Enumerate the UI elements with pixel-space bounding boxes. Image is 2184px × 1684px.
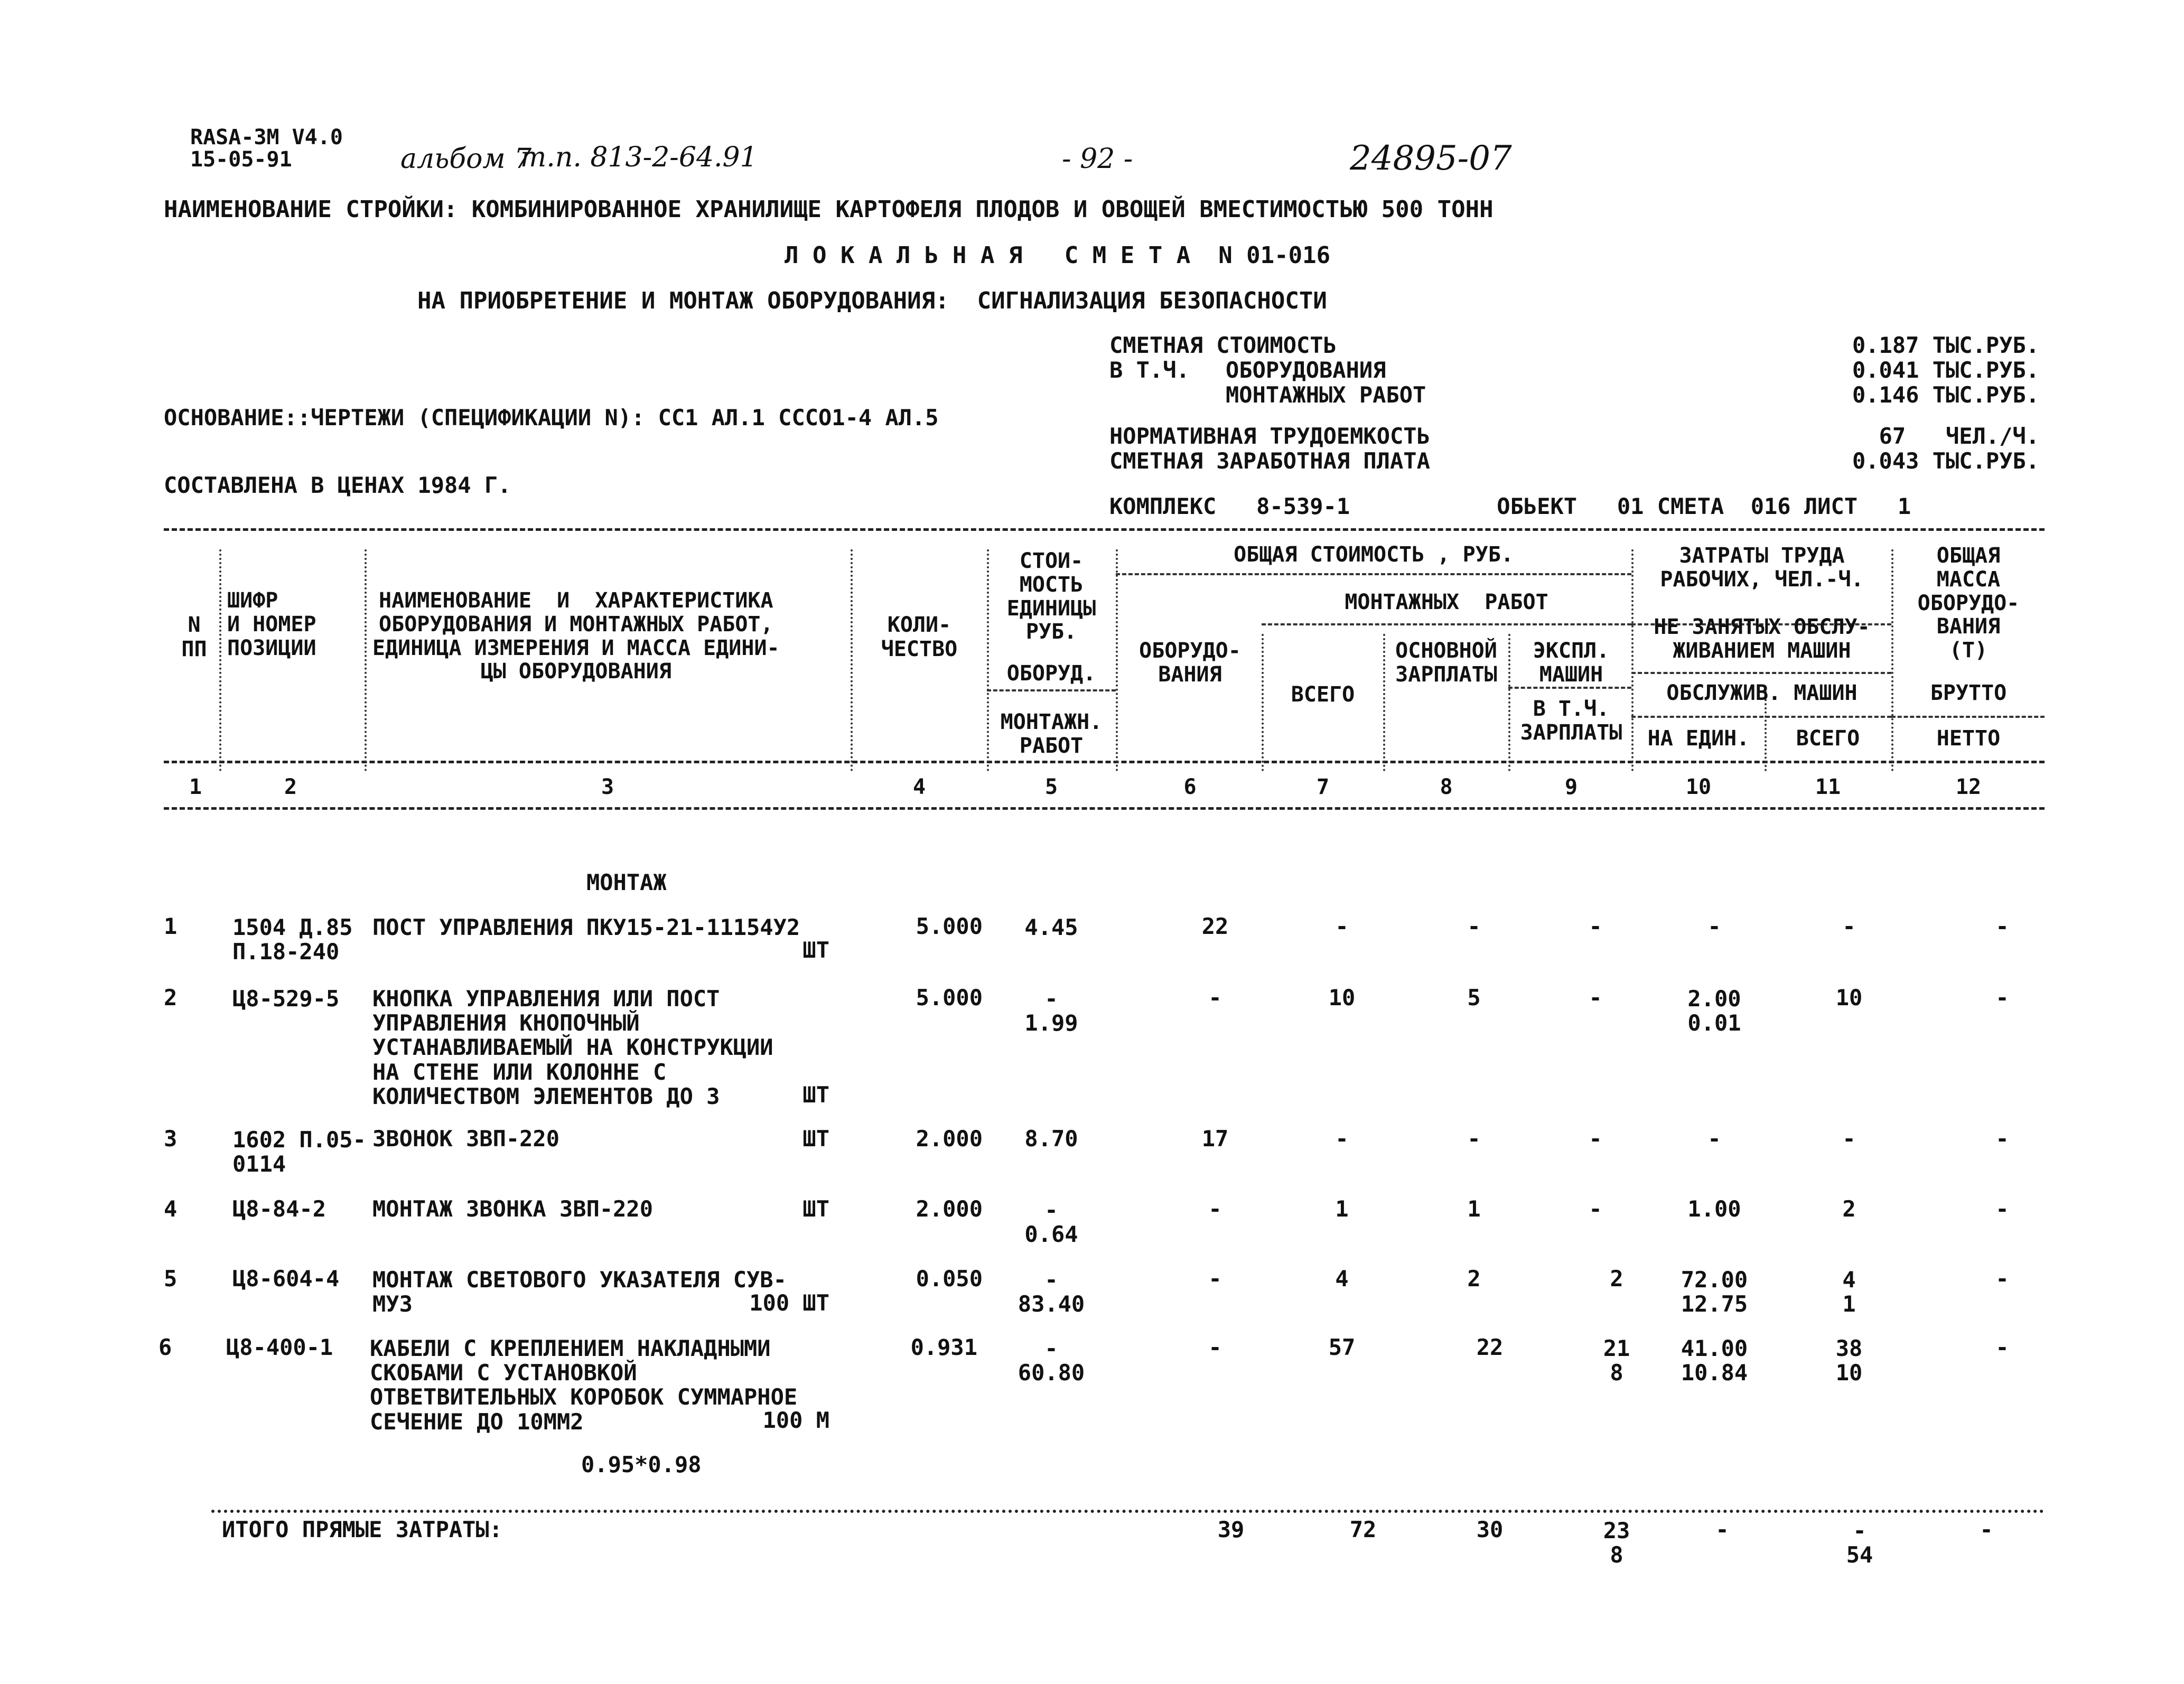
row-machines: 2: [1610, 1266, 1623, 1292]
page-number: - 92 -: [1062, 143, 1133, 175]
program-stamp: RASA-3M V4.0: [190, 125, 343, 149]
totals-equip: 39: [1217, 1517, 1245, 1542]
col-number: 10: [1685, 775, 1712, 799]
totals-machines: 23 8: [1603, 1518, 1630, 1568]
col-number: 5: [1044, 775, 1058, 799]
column-separator: [1116, 549, 1118, 771]
header-subrule: [1116, 573, 1631, 575]
header-subrule: [1631, 716, 1891, 718]
row-labor-unit: 1.00: [1687, 1196, 1741, 1222]
row-labor-total: -: [1842, 1126, 1856, 1152]
summary-cost-label: СМЕТНАЯ СТОИМОСТЬ: [1109, 332, 1337, 358]
document-code: 24895-07: [1350, 139, 1512, 178]
construction-title: НАИМЕНОВАНИЕ СТРОЙКИ: КОМБИНИРОВАННОЕ ХРАНИЛИЩЕ КАРТОФЕЛЯ ПЛОДОВ И ОВОЩЕЙ ВМЕСТИМОСТЬЮ 500 ТОНН: [164, 196, 1494, 223]
header-col-equip: ОБОРУДО- ВАНИЯ: [1139, 639, 1241, 687]
col-number: 12: [1955, 775, 1982, 799]
row-mass: -: [1995, 1126, 2009, 1152]
summary-cost-value: 0.187 ТЫС.РУБ.: [1852, 332, 2039, 358]
row-wage: -: [1467, 913, 1481, 939]
header-group-labor: ЗАТРАТЫ ТРУДА РАБОЧИХ, ЧЕЛ.-Ч.: [1660, 544, 1864, 592]
header-labor-sub2: ОБСЛУЖИВ. МАШИН: [1666, 681, 1858, 705]
header-col-labor-total: ВСЕГО: [1796, 726, 1860, 751]
row-equip-cost: 17: [1201, 1126, 1229, 1152]
row-name: МОНТАЖ ЗВОНКА ЗВП-220: [372, 1196, 654, 1222]
row-unit: ШТ: [802, 1126, 829, 1152]
column-separator: [987, 549, 989, 771]
header-col-mass-gross: БРУТТО: [1930, 681, 2007, 705]
row-equip-cost: -: [1208, 985, 1222, 1011]
row-wage: 22: [1476, 1334, 1504, 1360]
header-subrule: [1891, 716, 2045, 718]
col-number: 8: [1440, 775, 1453, 799]
row-qty: 0.050: [916, 1266, 983, 1292]
row-machines: -: [1589, 1196, 1602, 1222]
row-qty: 5.000: [916, 913, 983, 939]
row-labor-unit: 2.00 0.01: [1687, 986, 1741, 1036]
row-name: КНОПКА УПРАВЛЕНИЯ ИЛИ ПОСТ УПРАВЛЕНИЯ КНОПОЧНЫЙ УСТАНАВЛИВАЕМЫЙ НА КОНСТРУКЦИИ НА СТЕНЕ ИЛИ КОЛОННЕ С КОЛИЧЕСТВОМ ЭЛЕМЕНТОВ ДО 3: [372, 986, 773, 1109]
totals-wage: 30: [1476, 1517, 1504, 1542]
coefficient-line: 0.95*0.98: [581, 1452, 702, 1477]
col-number: 1: [189, 775, 202, 799]
estimate-subject: НА ПРИОБРЕТЕНИЕ И МОНТАЖ ОБОРУДОВАНИЯ: СИГНАЛИЗАЦИЯ БЕЗОПАСНОСТИ: [417, 287, 1327, 314]
totals-labor-unit: -: [1715, 1517, 1729, 1542]
row-code: Ц8-529-5: [232, 986, 340, 1012]
row-unit: 100 М: [762, 1407, 829, 1433]
row-code: Ц8-400-1: [226, 1334, 333, 1360]
col-number: 9: [1564, 775, 1578, 799]
row-equip-cost: 22: [1201, 913, 1229, 939]
row-code: 1504 Д.85 П.18-240: [232, 914, 353, 965]
row-total: 4: [1335, 1266, 1349, 1292]
summary-labor-label: НОРМАТИВНАЯ ТРУДОЕМКОСТЬ: [1109, 423, 1430, 449]
header-subrule: [1262, 623, 1631, 625]
row-number: 4: [164, 1196, 178, 1222]
row-labor-unit: -: [1707, 913, 1721, 939]
totals-label: ИТОГО ПРЯМЫЕ ЗАТРАТЫ:: [222, 1517, 503, 1542]
column-separator: [1508, 634, 1510, 771]
row-qty: 2.000: [916, 1126, 983, 1152]
row-mass: -: [1995, 1196, 2009, 1222]
basis-line: ОСНОВАНИЕ::ЧЕРТЕЖИ (СПЕЦИФИКАЦИИ N): СС1 АЛ.1 СССО1-4 АЛ.5: [164, 405, 939, 431]
row-code: Ц8-604-4: [232, 1266, 340, 1292]
row-wage: 2: [1467, 1266, 1481, 1292]
row-wage: 1: [1467, 1196, 1481, 1222]
totals-separator: [211, 1510, 2045, 1513]
header-group-cost: ОБЩАЯ СТОИМОСТЬ , РУБ.: [1234, 542, 1514, 567]
header-subrule: [1631, 672, 1891, 674]
prices-line: СОСТАВЛЕНА В ЦЕНАХ 1984 Г.: [164, 472, 511, 498]
header-col-machines-wage: В Т.Ч. ЗАРПЛАТЫ: [1520, 697, 1622, 745]
summary-install-value: 0.146 ТЫС.РУБ.: [1852, 382, 2039, 408]
row-machines: -: [1589, 985, 1602, 1011]
column-separator: [219, 549, 221, 771]
row-code: Ц8-84-2: [232, 1196, 326, 1222]
row-mass: -: [1995, 913, 2009, 939]
row-wage: 5: [1467, 985, 1481, 1011]
summary-equip-value: 0.041 ТЫС.РУБ.: [1852, 357, 2039, 383]
estimate-title: Л О К А Л Ь Н А Я С М Е Т А N 01-016: [785, 242, 1331, 269]
header-labor-sub: НЕ ЗАНЯТЫХ ОБСЛУ- ЖИВАНИЕМ МАШИН: [1654, 615, 1870, 663]
header-group-install: МОНТАЖНЫХ РАБОТ: [1345, 590, 1548, 614]
row-unit-cost: 4.45: [1024, 914, 1078, 940]
header-col-n: N ПП: [181, 613, 207, 661]
row-labor-total: -: [1842, 913, 1856, 939]
header-bottom-rule: [164, 761, 2045, 763]
header-col-machines: ЭКСПЛ. МАШИН: [1533, 639, 1610, 687]
row-unit-cost: 8.70: [1024, 1126, 1078, 1152]
summary-incl-label: В Т.Ч.: [1109, 357, 1190, 383]
row-unit: ШТ: [802, 1196, 829, 1222]
row-number: 3: [164, 1126, 178, 1152]
row-qty: 5.000: [916, 985, 983, 1011]
col-number: 4: [912, 775, 926, 799]
totals-labor-total: - 54: [1846, 1518, 1873, 1568]
row-labor-total: 4 1: [1842, 1267, 1856, 1317]
row-labor-total: 2: [1842, 1196, 1856, 1222]
row-name: МОНТАЖ СВЕТОВОГО УКАЗАТЕЛЯ СУВ- МУЗ: [372, 1267, 787, 1317]
row-unit-cost: - 0.64: [1024, 1197, 1078, 1248]
header-col-unit-install: МОНТАЖН. РАБОТ: [1000, 710, 1103, 758]
col-number: 3: [601, 775, 614, 799]
row-number: 2: [164, 985, 178, 1011]
row-number: 5: [164, 1266, 178, 1292]
header-col-unit-cost: СТОИ- МОСТЬ ЕДИНИЦЫ РУБ.: [1006, 549, 1096, 644]
summary-equip-label: ОБОРУДОВАНИЯ: [1226, 357, 1386, 383]
print-date: 15-05-91: [190, 147, 292, 172]
column-separator: [851, 549, 853, 771]
row-unit-cost: - 1.99: [1024, 986, 1078, 1036]
header-col-labor-unit: НА ЕДИН.: [1647, 726, 1750, 751]
row-total: 1: [1335, 1196, 1349, 1222]
header-subrule: [987, 689, 1116, 691]
row-total: -: [1335, 1126, 1349, 1152]
album-label: альбом 7: [400, 143, 532, 175]
row-unit: 100 ШТ: [749, 1290, 829, 1316]
row-name: ПОСТ УПРАВЛЕНИЯ ПКУ15-21-11154У2: [372, 914, 800, 940]
col-number: 7: [1316, 775, 1330, 799]
summary-install-label: МОНТАЖНЫХ РАБОТ: [1226, 382, 1426, 408]
col-number: 6: [1183, 775, 1197, 799]
column-separator: [365, 549, 367, 771]
row-total: 10: [1328, 985, 1356, 1011]
row-equip-cost: -: [1208, 1196, 1222, 1222]
row-labor-unit: 41.00 10.84: [1681, 1335, 1748, 1386]
header-col-code: ШИФР И НОМЕР ПОЗИЦИИ: [227, 588, 316, 660]
row-equip-cost: -: [1208, 1334, 1222, 1360]
summary-wage-value: 0.043 ТЫС.РУБ.: [1852, 448, 2039, 474]
row-machines: 21 8: [1603, 1335, 1630, 1386]
totals-total: 72: [1349, 1517, 1377, 1542]
row-number: 1: [164, 913, 178, 939]
row-unit: ШТ: [802, 937, 829, 963]
header-col-qty: КОЛИ- ЧЕСТВО: [881, 613, 958, 661]
row-qty: 2.000: [916, 1196, 983, 1222]
header-col-mass: ОБЩАЯ МАССА ОБОРУДО- ВАНИЯ (Т): [1917, 544, 2020, 663]
summary-wage-label: СМЕТНАЯ ЗАРАБОТНАЯ ПЛАТА: [1109, 448, 1430, 474]
row-number: 6: [158, 1334, 172, 1360]
row-labor-total: 10: [1835, 985, 1863, 1011]
row-code: 1602 П.05- 0114: [232, 1127, 366, 1177]
summary-labor-value: 67 ЧЕЛ./Ч.: [1879, 423, 2039, 449]
row-unit: ШТ: [802, 1082, 829, 1108]
header-col-name: НАИМЕНОВАНИЕ И ХАРАКТЕРИСТИКА ОБОРУДОВАНИЯ И МОНТАЖНЫХ РАБОТ, ЕДИНИЦА ИЗМЕРЕНИЯ И МАССА ЕДИНИ- ЦЫ ОБОРУДОВАНИЯ: [372, 588, 780, 684]
row-total: -: [1335, 913, 1349, 939]
row-name: КАБЕЛИ С КРЕПЛЕНИЕМ НАКЛАДНЫМИ СКОБАМИ С УСТАНОВКОЙ ОТВЕТВИТЕЛЬНЫХ КОРОБОК СУММАРНОЕ СЕЧЕНИЕ ДО 10ММ2: [370, 1335, 798, 1435]
col-number: 11: [1815, 775, 1841, 799]
row-labor-unit: 72.00 12.75: [1681, 1267, 1748, 1317]
row-wage: -: [1467, 1126, 1481, 1152]
header-col-mass-net: НЕТТО: [1936, 726, 2001, 751]
complex-line: КОМПЛЕКС 8-539-1 ОБЬЕКТ 01 СМЕТА 016 ЛИСТ 1: [1109, 493, 1911, 519]
header-col-unit-equip: ОБОРУД.: [1006, 661, 1096, 686]
row-unit-cost: - 60.80: [1018, 1335, 1085, 1386]
row-machines: -: [1589, 1126, 1602, 1152]
header-subrule: [1508, 687, 1631, 689]
row-labor-total: 38 10: [1835, 1335, 1863, 1386]
column-numbers-rule: [164, 807, 2045, 810]
header-col-wage: ОСНОВНОЙ ЗАРПЛАТЫ: [1395, 639, 1497, 687]
row-unit-cost: - 83.40: [1018, 1267, 1085, 1317]
row-machines: -: [1589, 913, 1602, 939]
header-top-rule: [164, 528, 2045, 531]
row-mass: -: [1995, 1334, 2009, 1360]
section-heading: МОНТАЖ: [586, 869, 667, 895]
col-number: 2: [284, 775, 297, 799]
tp-number: т.п. 813-2-64.91: [520, 142, 758, 173]
row-equip-cost: -: [1208, 1266, 1222, 1292]
row-mass: -: [1995, 985, 2009, 1011]
row-total: 57: [1328, 1334, 1356, 1360]
row-qty: 0.931: [910, 1334, 977, 1360]
row-name: ЗВОНОК ЗВП-220: [372, 1126, 560, 1152]
header-col-total: ВСЕГО: [1291, 682, 1355, 707]
row-labor-unit: -: [1707, 1126, 1721, 1152]
totals-mass: -: [1980, 1517, 1993, 1542]
row-mass: -: [1995, 1266, 2009, 1292]
